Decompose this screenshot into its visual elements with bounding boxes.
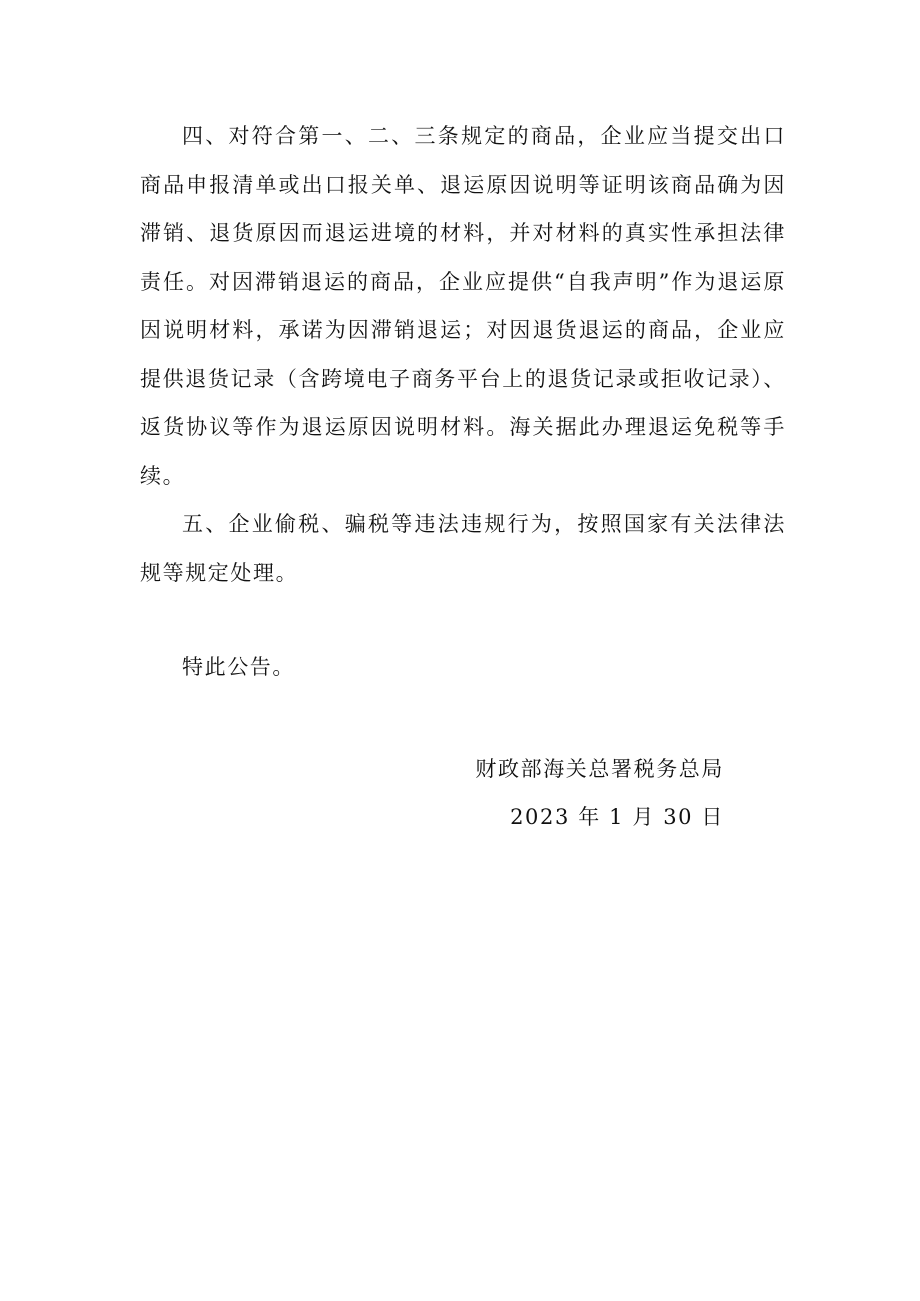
paragraph-five: 五、企业偷税、骗税等违法违规行为，按照国家有关法律法规等规定处理。 [140, 512, 786, 585]
notice-closing: 特此公告。 [182, 655, 295, 679]
document-body [140, 112, 786, 597]
issue-date: 2023 年 1 月 30 日 [510, 805, 724, 829]
paragraph-four: 四、对符合第一、二、三条规定的商品，企业应当提交出口商品申报清单或出口报关单、退运原因说明等证明该商品确为因滞销、退货原因而退运进境的材料，并对材料的真实性承担法律责任。对因滞销退运的商品，企业应提供“自我声明”作为退运原因说明材料，承诺为因滞销退运；对因退货退运的商品，企业应提供退货记录（含跨境电子商务平台上的退货记录或拒收记录）、返货协议等作为退运原因说明材料。海关据此办理退运免税等手续。 [140, 124, 786, 488]
signature-block [475, 745, 724, 841]
issuer-name: 财政部海关总署税务总局 [475, 757, 724, 781]
